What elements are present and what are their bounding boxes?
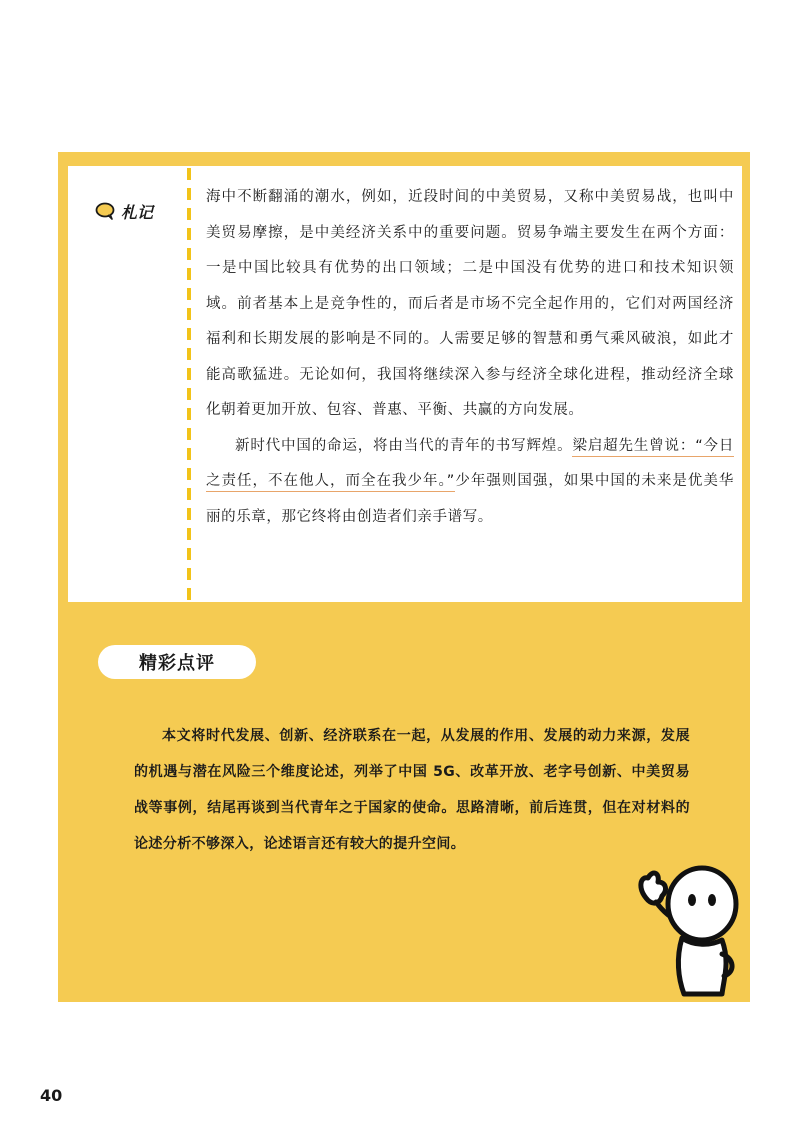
note-text: 少年强则国强，如果中国的未来是优美华丽的乐章，那它终将由创造者们亲手谱写。 [206, 473, 734, 525]
highlighted-quote: 梁启超先生曾说：“今日之责任，不在他人，而全在我少年。” [206, 438, 734, 493]
thumbs-up-mascot-icon [626, 858, 746, 998]
note-paragraph [206, 429, 734, 536]
review-paragraph: 本文将时代发展、创新、经济联系在一起，从发展的作用、发展的动力来源，发展的机遇与潜在风险三个维度论述，列举了中国 5G、改革开放、老字号创新、中美贸易战等事例，结尾再谈到当代青年之于国家的使命。思路清晰，前后连贯，但在对材料的论述分析不够深入，论述语言还有较大的提升空间。 [134, 728, 690, 852]
note-body [206, 180, 734, 535]
page-number: 40 [40, 1086, 63, 1105]
speech-bubble-icon [95, 202, 117, 220]
note-label [95, 200, 153, 222]
note-paragraph: 海中不断翻涌的潮水，例如，近段时间的中美贸易，又称中美贸易战，也叫中美贸易摩擦，是中美经济关系中的重要问题。贸易争端主要发生在两个方面：一是中国比较具有优势的出口领域；二是中国没有优势的进口和技术知识领域。前者基本上是竞争性的，而后者是市场不完全起作用的，它们对两国经济福利和长期发展的影响是不同的。人需要足够的智慧和勇气乘风破浪，如此才能高歌猛进。无论如何，我国将继续深入参与经济全球化进程，推动经济全球化朝着更加开放、包容、普惠、平衡、共赢的方向发展。 [206, 189, 734, 418]
review-title: 精彩点评 [139, 653, 215, 674]
review-body [134, 718, 690, 862]
note-text: 新时代中国的命运，将由当代的青年的书写辉煌。 [235, 437, 573, 454]
review-title-badge [98, 645, 256, 679]
dashed-divider [187, 168, 191, 608]
note-label-text: 札记 [121, 202, 154, 222]
